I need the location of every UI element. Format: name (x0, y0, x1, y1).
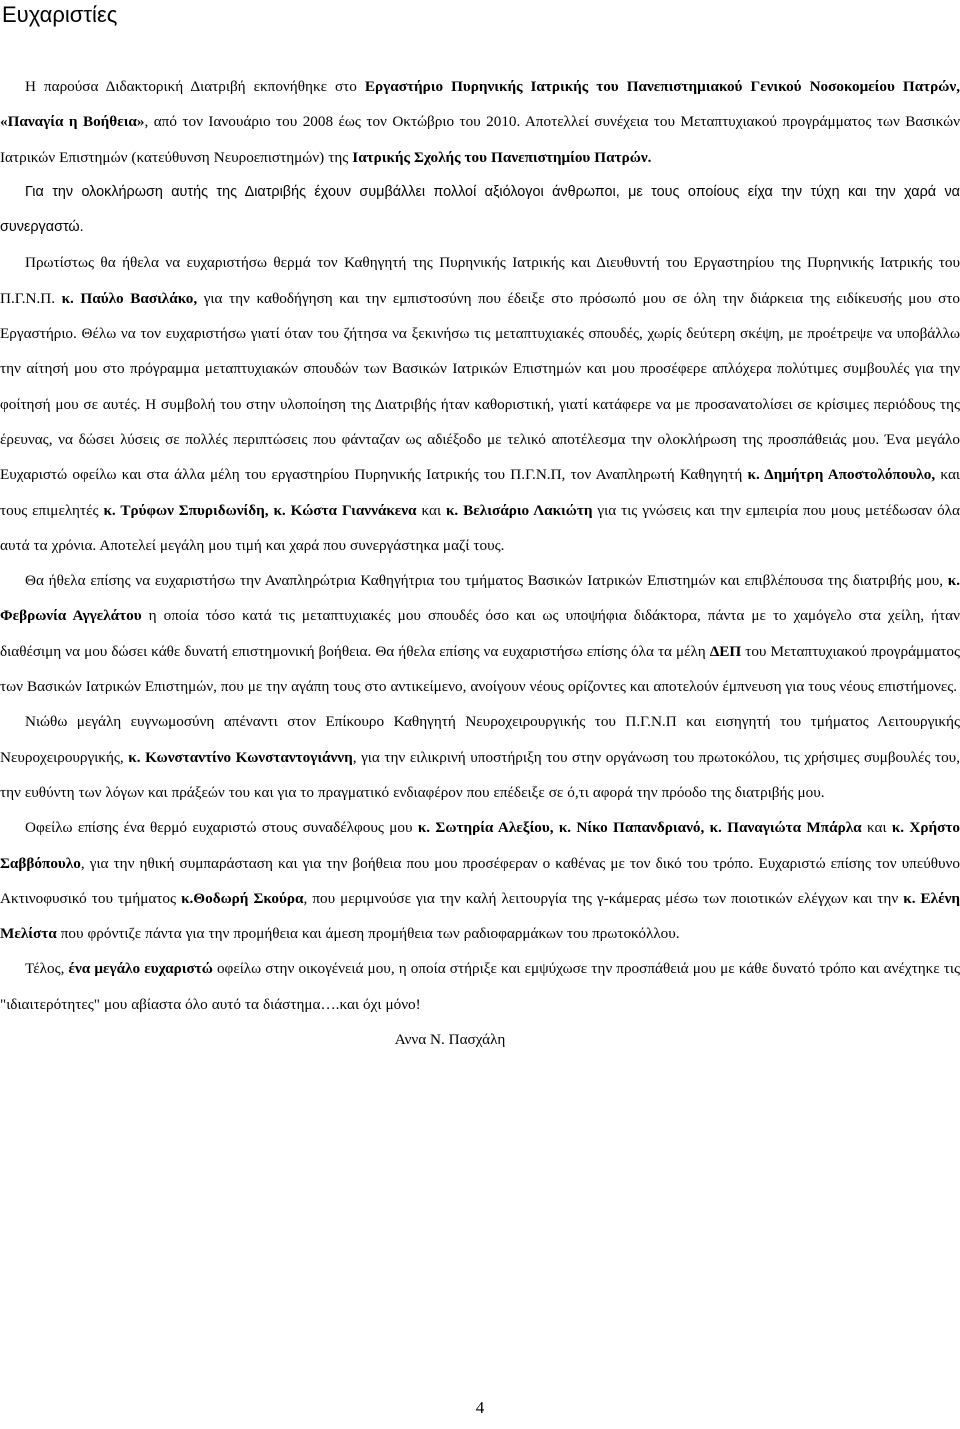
text-run: και τους επιμελητές (0, 466, 960, 519)
text-run: , για την ειλικρινή υποστήριξη του στην οργάνωση του πρωτοκόλου, τις χρήσιμες συμβουλές του, την ευθύντη των λόγων και πράξεών του και για το πραγματικό ενδιαφέρον που επέδειξε σε ό,τι αφορά την πρόοδο της διατριβής μου. (0, 748, 960, 801)
text-run: η οποία τόσο κατά τις μεταπτυχιακές μου σπουδές όσο και ως υποψήφια διδάκτορα, πάντα με το χαμόγελο στα χείλη, ήταν διαθέσιμη να μου δώσει κάθε δυνατή επιστημονική βοήθεια. Θα ήθελα επίσης να ευχαριστήσω επίσης όλα τα μέλη (0, 607, 960, 660)
text-run: Θα ήθελα επίσης να ευχαριστήσω την Αναπληρώτρια Καθηγήτρια του τμήματος Βασικών Ιατρικών Επιστημών και επιβλέπουσα της διατριβής μου, (25, 572, 948, 590)
emphasized-text: Ιατρικής Σχολής του Πανεπιστημίου Πατρών. (352, 148, 652, 166)
emphasized-text: κ. Χρήστο Σαββόπουλο (0, 819, 960, 872)
text-run: , που μεριμνούσε για την καλή λειτουργία της γ-κάμερας μέσω των ποιοτικών ελέγχων και την (303, 889, 904, 907)
emphasized-text: ΔΕΠ (709, 642, 742, 660)
page-number: 4 (475, 1398, 485, 1417)
emphasized-text: ένα μεγάλο ευχαριστώ (68, 960, 213, 978)
text-run: οφείλω στην οικογένειά μου, η οποία στήριξε και εμψύχωσε την προσπάθειά μου με κάθε δυνατό τρόπο και ανέχτηκε τις "ιδιαιτερότητες" μου αβίαστα όλο αυτό τα διάστημα….και όχι μόνο! (0, 960, 960, 1013)
emphasized-text: κ. Σωτηρία Αλεξίου, κ. Νίκο Παπανδριανό, κ. Παναγιώτα Μπάρλα (417, 819, 862, 837)
text-run: για τις γνώσεις και την εμπειρία που μους μετέδωσαν όλα αυτά τα χρόνια. Αποτελεί μεγάλη μου τιμή και χαρά που συνεργάστηκα μαζί τους. (0, 501, 960, 554)
paragraph-neurosurgery (0, 704, 960, 810)
emphasized-text: κ. Δημήτρη Αποστολόπουλο, (747, 466, 936, 484)
emphasized-text: κ. Βελισάριο Λακιώτη (446, 501, 593, 519)
text-run: και (416, 501, 446, 519)
paragraph-laboratory (0, 69, 960, 175)
text-run: Οφείλω επίσης ένα θερμό ευχαριστώ στους συναδέλφους μου (25, 819, 418, 837)
text-run: Πρωτίστως θα ήθελα να ευχαριστήσω θερμά τον Καθηγητή της Πυρηνικής Ιατρικής και Διευθυντή του Εργαστηρίου της Πυρηνικής Ιατρικής του Π.Γ.Ν.Π. (0, 254, 960, 307)
paragraph-colleagues (0, 810, 960, 951)
text-run: και (861, 819, 892, 837)
emphasized-text: κ.Θοδωρή Σκούρα (181, 889, 304, 907)
text-run: Νιώθω μεγάλη ευγνωμοσύνη απέναντι στον Επίκουρο Καθηγητή Νευροχειρουργικής του Π.Γ.Ν.Π και εισηγητή του τμήματος Λειτουργικής Νευροχειρουργικής, (0, 713, 960, 766)
emphasized-text: κ. Ελένη Μελίστα (0, 889, 960, 943)
acknowledgements-body (0, 69, 960, 1057)
text-run: , από τον Ιανουάριο του 2008 έως τον Οκτώβριο του 2010. Αποτελλεί συνέχεια του Μεταπτυχιακού προγράμματος των Βασικών Ιατρικών Επιστημών (κατεύθυνση Νευροεπιστημών) της (0, 113, 960, 166)
emphasized-text: κ. Τρύφων Σπυριδωνίδη, κ. Κώστα Γιαννάκενα (103, 501, 417, 519)
paragraph-supervisor (0, 563, 960, 704)
paragraph-family (0, 951, 960, 1022)
text-run: του Μεταπτυχιακού προγράμματος των Βασικών Ιατρικών Επιστημών, που με την αγάπη τους στο αντικείμενο, ανοίγουν νέους ορίζοντες και αποτελούν έμπνευση για τους νέους επιστήμονες. (0, 642, 960, 696)
paragraph-director (0, 245, 960, 563)
paragraph-contributors (0, 175, 960, 246)
page-heading: Ευχαριστίες (2, 2, 118, 27)
emphasized-text: Εργαστήριο Πυρηνικής Ιατρικής του Πανεπιστημιακού Γενικού Νοσοκομείου Πατρών, «Παναγία η Βοήθεια» (0, 78, 960, 131)
text-run: για την καθοδήγηση και την εμπιστοσύνη που έδειξε στο πρόσωπό μου σε όλη την διάρκεια της ειδίκευσής μου στο Εργαστήριο. Θέλω να τον ευχαριστήσω γιατί όταν του ζήτησα να ξεκινήσω τις μεταπτυχιακές σπουδές, χωρίς δεύτερη σκέψη, με προέτρεψε να υποβάλλω την αίτησή μου στο πρόγραμμα μεταπτυχιακών σπουδών των Βασικών Ιατρικών Επιστημών και μου προσέφερε απλόχερα πολύτιμες συμβουλές για την φοίτησή μου σε αυτές. Η συμβολή του στην υλοποίηση της Διατριβής ήταν καθοριστική, γιατί κατάφερε να με προσανατολίσει σε κρίσιμες περιόδους της έρευνας, να δώσει λύσεις σε πολλές περιπτώσεις που φάνταζαν ως αδιέξοδο με τελικό αποτέλεσμα την ολοκλήρωση της προσπάθειάς μου. Ένα μεγάλο Ευχαριστώ οφείλω και στα άλλα μέλη του εργαστηρίου Πυρηνικής Ιατρικής του Π.Γ.Ν.Π, τον Αναπληρωτή Καθηγητή (0, 289, 960, 484)
text-run: που φρόντιζε πάντα για την προμήθεια και άμεση προμήθεια των ραδιοφαρμάκων του πρωτοκόλλου. (56, 925, 680, 943)
emphasized-text: κ. Παύλο Βασιλάκο, (61, 289, 198, 307)
text-run: Η παρούσα Διδακτορική Διατριβή εκπονήθηκε στο (25, 78, 365, 95)
emphasized-text: κ. Κωνσταντίνο Κωνσταντογιάννη (128, 748, 353, 766)
emphasized-text: κ. Φεβρωνία Αγγελάτου (0, 572, 960, 625)
text-run: , για την ηθική συμπαράσταση και για την βοήθεια που μου προσέφεραν ο καθένας με τον δικό του τρόπο. Ευχαριστώ επίσης τον υπεύθυνο Ακτινοφυσικό του τμήματος (0, 854, 960, 907)
signature: Αννα Ν. Πασχάλη (394, 1031, 506, 1049)
text-run: Για την ολοκλήρωση αυτής της Διατριβής έχουν συμβάλλει πολλοί αξιόλογοι άνθρωποι, με τους οποίους είχα την τύχη και την χαρά να συνεργαστώ. (0, 183, 960, 236)
text-run: Τέλος, (25, 960, 69, 978)
